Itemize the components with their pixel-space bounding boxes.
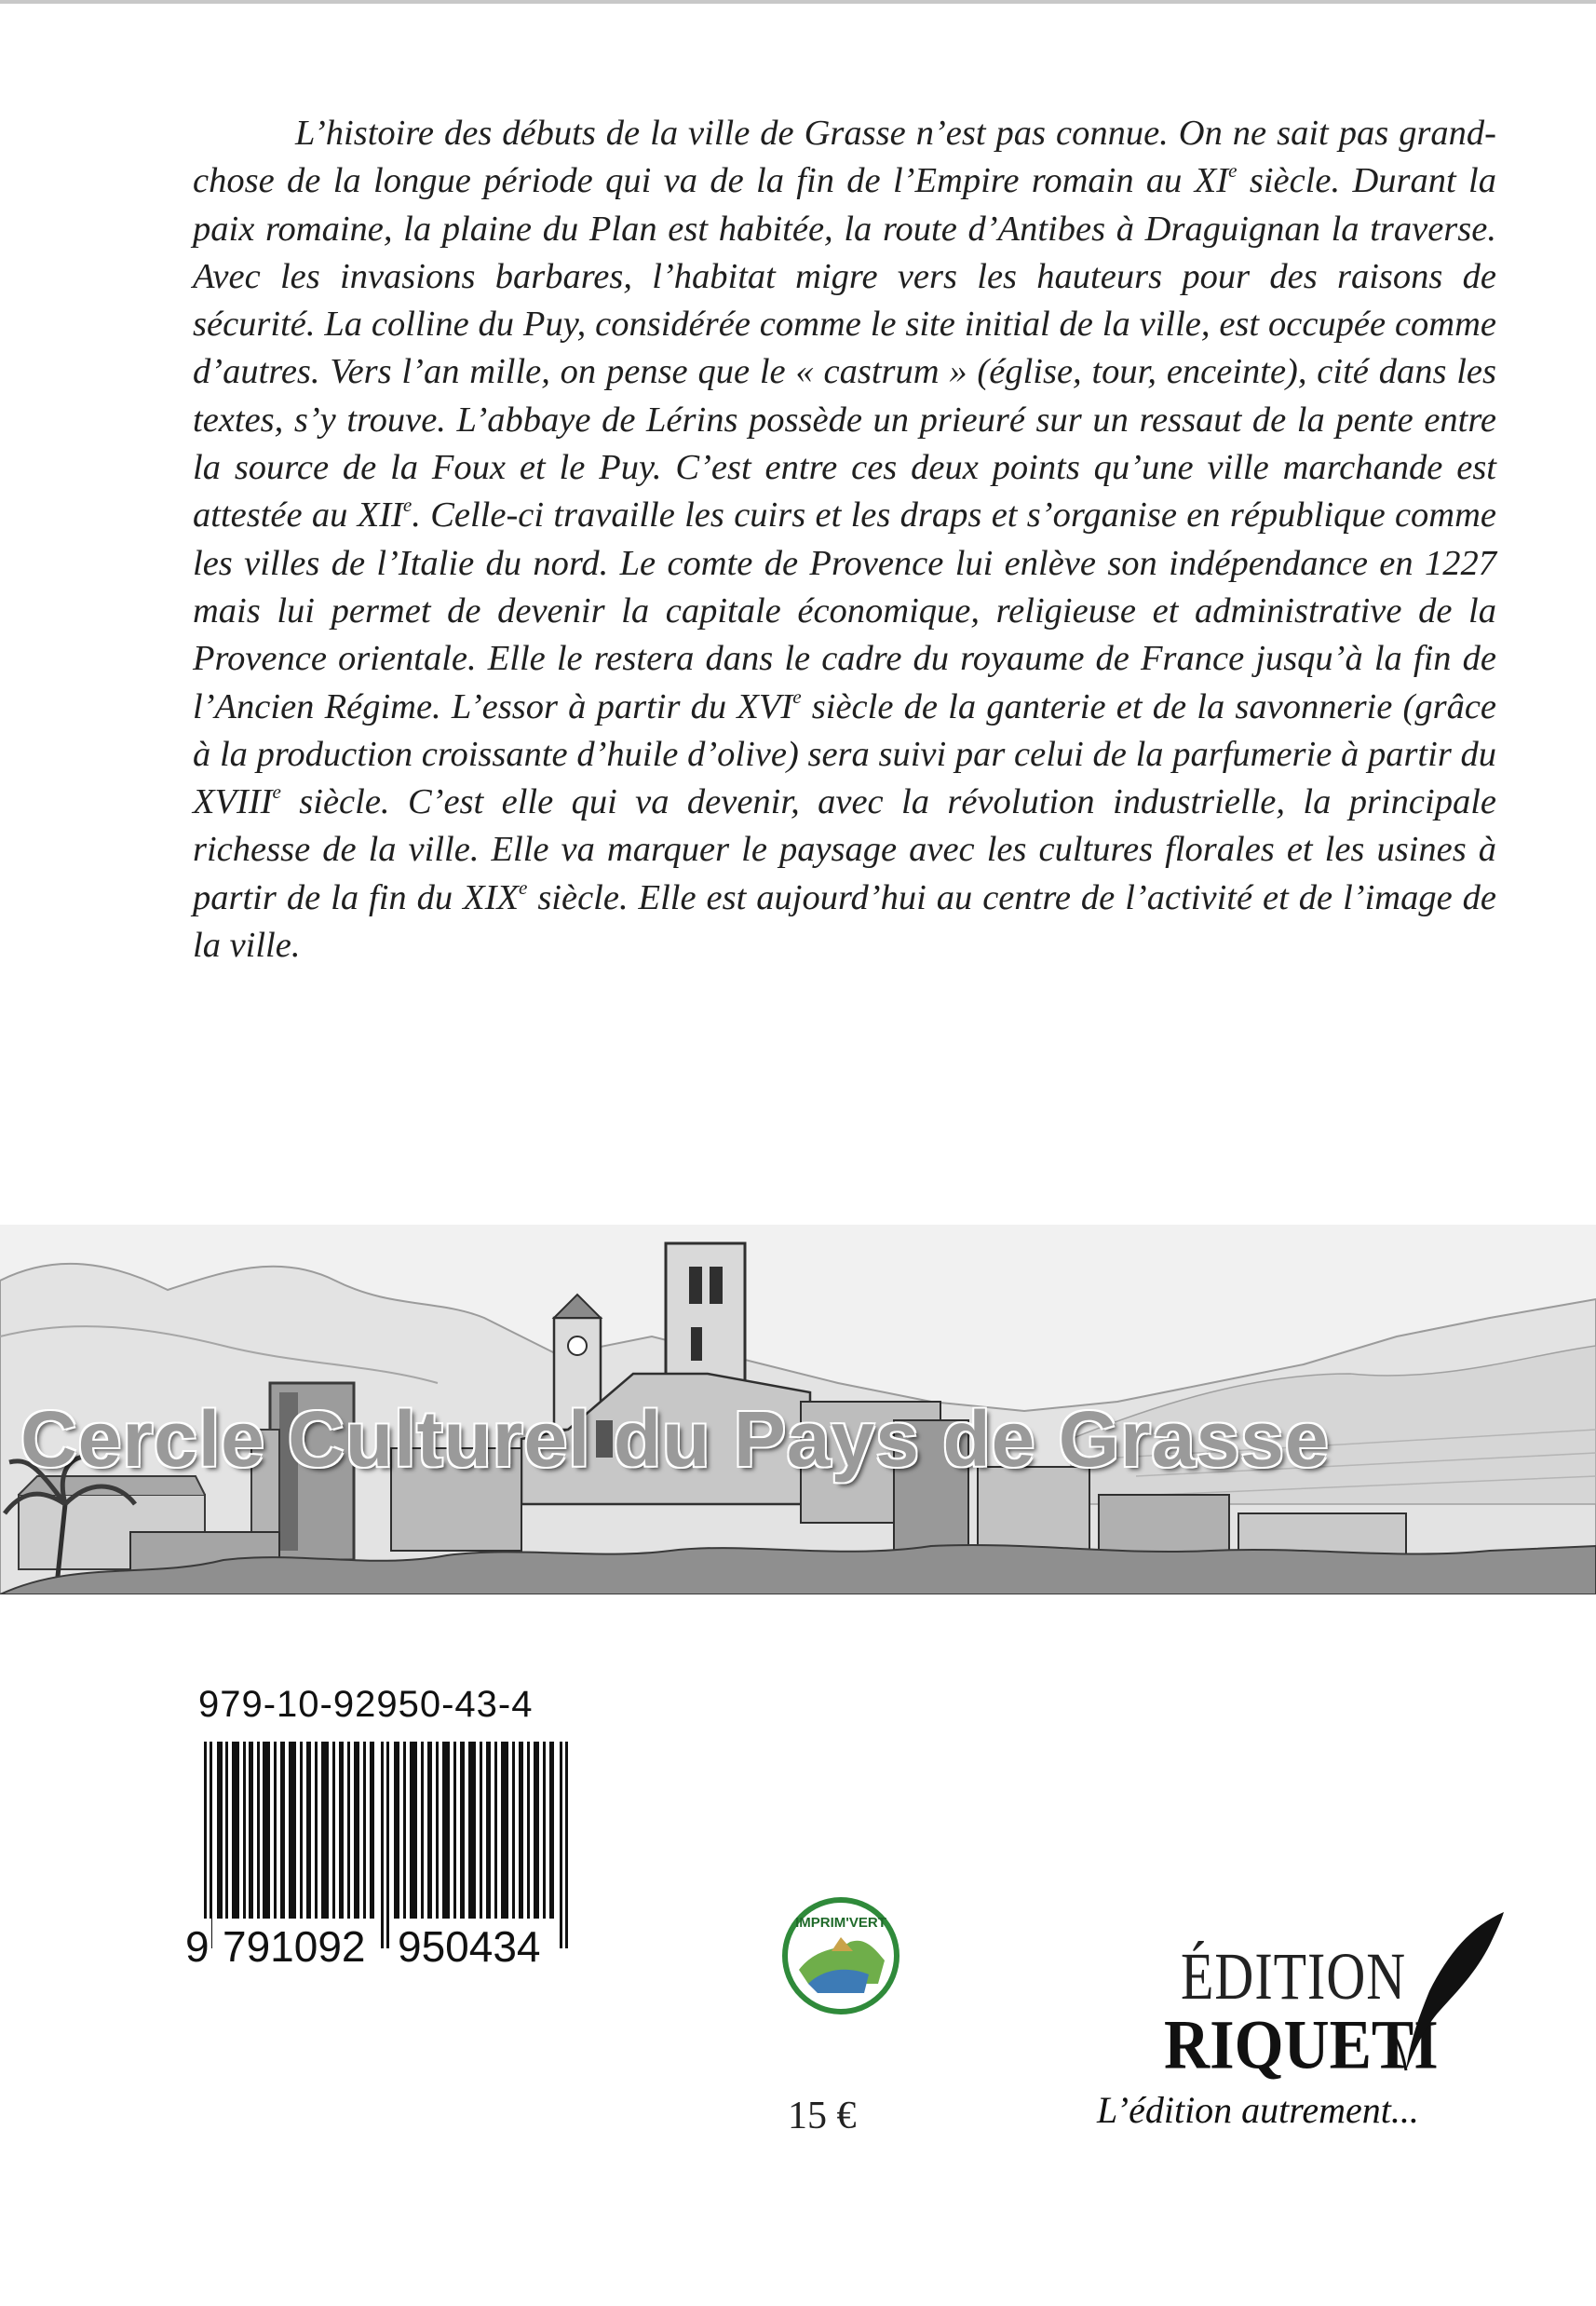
barcode-digit-group-1: 791092 — [221, 1919, 368, 1974]
blurb-text-6: siècle. Elle est aujourd’hui au centre de l’activité et de l’image de la ville. — [193, 877, 1496, 966]
blurb-text-5: siècle. C’est elle qui va devenir, avec la révolution industrielle, la principale richesse de la ville. Elle va marquer le paysage avec les cultures florales et les usines à partir de la fin du XIX — [193, 782, 1496, 917]
isbn-number: 979-10-92950-43-4 — [198, 1684, 534, 1725]
blurb-text-3: . Celle-ci travaille les cuirs et les draps et s’organise en république comme les villes de l’Italie du nord. Le comte de Provence lui enlève son indépendance en 1227 mais lui permet de devenir la capitale économique, religieuse et administrative de la Provence orientale. Elle le restera dans le cadre du royaume de France jusqu’à la fin de l’Ancien Régime. L’essor à partir du XVI — [193, 495, 1497, 726]
barcode-digits — [185, 1919, 586, 1978]
blurb-text-2: siècle. Durant la paix romaine, la plaine du Plan est habitée, la route d’Antibes à Draguignan la traverse. Avec les invasions barbares, l’habitat migre vers les hauteurs pour des raisons de sécurité. La colline du Puy, considérée comme le site initial de la ville, est occupée comme d’autres. Vers l’an mille, on pense que le « castrum » (église, tour, enceinte), cité dans les textes, s’y trouve. L’abbaye de Lérins possède un prieuré sur un ressaut de la pente entre la source de la Foux et le Puy. C’est entre ces deux points qu’une ville marchande est attestée au XII — [193, 161, 1496, 536]
barcode-digit-group-2: 950434 — [396, 1919, 543, 1974]
barcode-digit-first: 9 — [183, 1919, 211, 1974]
blurb-superscript: e — [272, 780, 281, 804]
banner-title: Cercle Culturel du Pays de Grasse — [20, 1395, 1330, 1483]
blurb-superscript: e — [1228, 159, 1238, 183]
blurb-text-1: L’histoire des débuts de la ville de Grasse n’est pas connue. On ne sait pas grand-chose de la longue période qui va de la fin de l’Empire romain au XI — [193, 114, 1496, 201]
imprim-vert-logo-icon — [780, 1895, 901, 2016]
isbn-barcode — [185, 1742, 586, 1978]
blurb-superscript: e — [518, 875, 528, 899]
quill-feather-icon — [1383, 1907, 1513, 2084]
price: 15 € — [788, 2095, 857, 2137]
publisher-name-line-1: ÉDITION — [1181, 1937, 1407, 2014]
barcode-bars — [195, 1742, 586, 1948]
blurb-superscript: e — [402, 494, 413, 517]
imprim-vert-label: IMPRIM'VERT — [795, 1915, 886, 1931]
back-cover-blurb — [193, 110, 1496, 970]
blurb-text-4: siècle de la ganterie et de la savonnerie (grâce à la production croissante d’huile d’olive) sera suivi par celui de la parfumerie à partir du XVIII — [193, 686, 1497, 822]
publisher-name-line-2: RIQUETI — [1164, 2005, 1439, 2083]
blurb-superscript: e — [792, 685, 802, 708]
top-edge-shadow — [0, 0, 1596, 4]
publisher-tagline: L’édition autrement... — [1097, 2089, 1419, 2131]
